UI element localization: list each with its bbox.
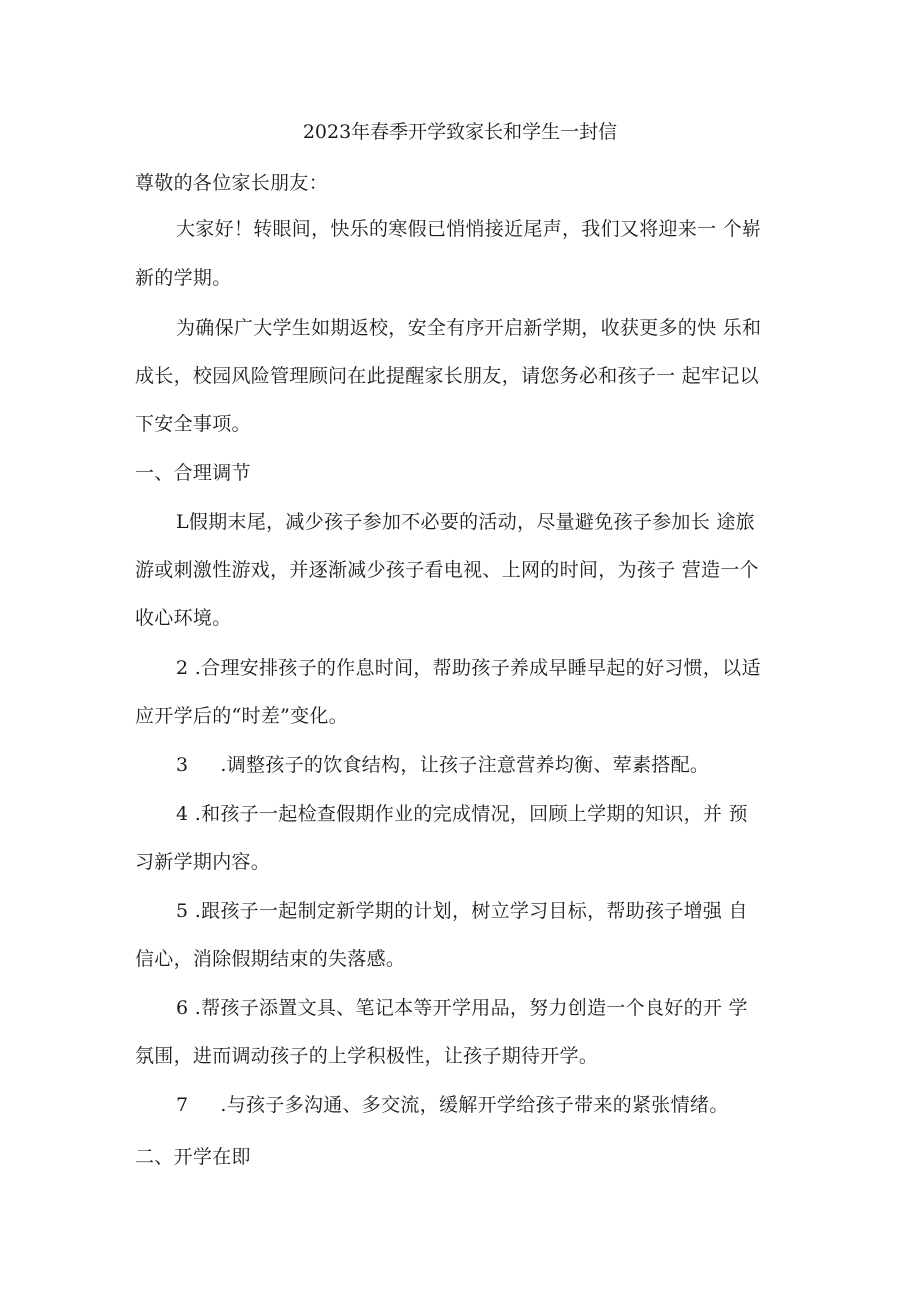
paragraph-line: 信心，消除假期结束的失落感。 xyxy=(135,948,406,970)
paragraph-line: 习新学期内容。 xyxy=(135,851,271,873)
paragraph-line: 下安全事项。 xyxy=(135,413,251,435)
paragraph-line: 5 .跟孩子一起制定新学期的计划，树立学习目标，帮助孩子增强 自 xyxy=(176,900,748,922)
document-title: 2023年春季开学致家长和学生一封信 xyxy=(302,121,618,143)
paragraph-line: 氛围，进而调动孩子的上学积极性，让孩子期待开学。 xyxy=(135,1045,599,1067)
paragraph-line: 新的学期。 xyxy=(135,267,232,289)
paragraph-line: 4 .和孩子一起检查假期作业的完成情况，回顾上学期的知识，并 预 xyxy=(176,803,748,825)
paragraph-line: 收心环境。 xyxy=(135,607,232,629)
paragraph-line: 7 .与孩子多沟通、多交流，缓解开学给孩子带来的紧张情绪。 xyxy=(176,1094,729,1116)
salutation: 尊敬的各位家长朋友： xyxy=(135,172,329,194)
paragraph-line: 游或刺激性游戏，并逐渐减少孩子看电视、上网的时间，为孩子 营造一个 xyxy=(135,559,759,581)
paragraph-line: 应开学后的“时差”变化。 xyxy=(135,705,349,727)
paragraph-line: 大家好！转眼间，快乐的寒假已悄悄接近尾声，我们又将迎来一 个崭 xyxy=(176,218,762,240)
paragraph-line: 成长，校园风险管理顾问在此提醒家长朋友，请您务必和孩子一 起牢记以 xyxy=(135,365,759,387)
section-heading: 一、合理调节 xyxy=(135,462,251,484)
paragraph-line: 6 .帮孩子添置文具、笔记本等开学用品，努力创造一个良好的开 学 xyxy=(176,997,748,1019)
paragraph-line: L假期末尾，减少孩子参加不必要的活动，尽量避免孩子参加长 途旅 xyxy=(176,511,755,533)
paragraph-line: 2 .合理安排孩子的作息时间，帮助孩子养成早睡早起的好习惯，以适 xyxy=(176,657,761,679)
paragraph-line: 为确保广大学生如期返校，安全有序开启新学期，收获更多的快 乐和 xyxy=(176,317,762,339)
section-heading: 二、开学在即 xyxy=(135,1146,251,1168)
paragraph-line: 3 .调整孩子的饮食结构，让孩子注意营养均衡、荤素搭配。 xyxy=(176,754,710,776)
